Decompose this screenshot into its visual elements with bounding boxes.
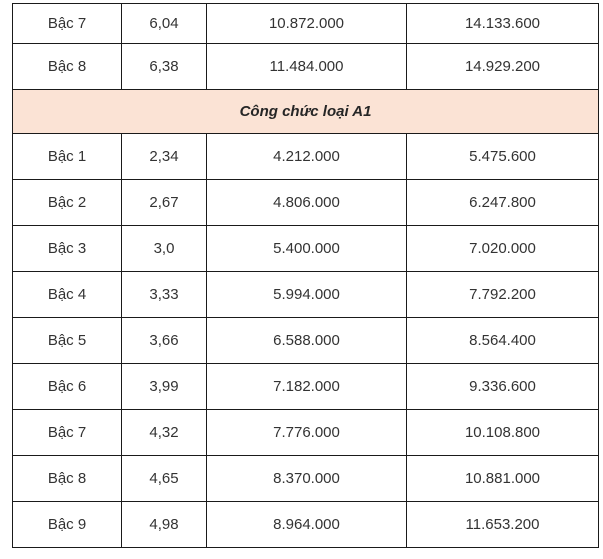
table-cell: 7.792.200 <box>407 272 599 318</box>
table-cell: 3,33 <box>122 272 207 318</box>
table-cell: 11.653.200 <box>407 502 599 548</box>
table-cell: Bậc 9 <box>13 502 122 548</box>
table-row <box>13 502 599 548</box>
table-cell: 5.475.600 <box>407 134 599 180</box>
table-cell: 5.994.000 <box>207 272 407 318</box>
table-row <box>13 134 599 180</box>
section-header: Công chức loại A1 <box>13 90 599 134</box>
table-cell: 4.212.000 <box>207 134 407 180</box>
table-cell: 10.108.800 <box>407 410 599 456</box>
table-cell: Bậc 7 <box>13 410 122 456</box>
table-cell: 3,99 <box>122 364 207 410</box>
table-row <box>13 4 599 44</box>
table-cell: 4,65 <box>122 456 207 502</box>
table-cell: 4,98 <box>122 502 207 548</box>
table-cell: Bậc 6 <box>13 364 122 410</box>
table-cell: 14.133.600 <box>407 4 599 44</box>
table-cell: 11.484.000 <box>207 44 407 90</box>
table-cell: 2,67 <box>122 180 207 226</box>
table-cell: 6.247.800 <box>407 180 599 226</box>
table-row <box>13 364 599 410</box>
table-row <box>13 456 599 502</box>
table-cell: Bậc 5 <box>13 318 122 364</box>
table-row <box>13 272 599 318</box>
table-row <box>13 318 599 364</box>
table-cell: Bậc 4 <box>13 272 122 318</box>
table-cell: 6,38 <box>122 44 207 90</box>
table-cell: 2,34 <box>122 134 207 180</box>
table-cell: 3,66 <box>122 318 207 364</box>
table-row <box>13 44 599 90</box>
table-cell: 5.400.000 <box>207 226 407 272</box>
table-cell: Bậc 2 <box>13 180 122 226</box>
table-row <box>13 410 599 456</box>
table-cell: 7.020.000 <box>407 226 599 272</box>
table-cell: 6.588.000 <box>207 318 407 364</box>
table-cell: 8.564.400 <box>407 318 599 364</box>
table-cell: 4,32 <box>122 410 207 456</box>
table-cell: Bậc 1 <box>13 134 122 180</box>
salary-table <box>12 3 599 548</box>
section-header-row <box>13 90 599 134</box>
table-cell: Bậc 7 <box>13 4 122 44</box>
table-cell: 8.964.000 <box>207 502 407 548</box>
table-cell: 9.336.600 <box>407 364 599 410</box>
salary-table-body <box>13 4 599 548</box>
table-cell: Bậc 8 <box>13 456 122 502</box>
table-cell: Bậc 8 <box>13 44 122 90</box>
table-cell: 8.370.000 <box>207 456 407 502</box>
table-cell: Bậc 3 <box>13 226 122 272</box>
table-cell: 10.872.000 <box>207 4 407 44</box>
table-cell: 4.806.000 <box>207 180 407 226</box>
table-cell: 7.776.000 <box>207 410 407 456</box>
table-cell: 10.881.000 <box>407 456 599 502</box>
table-cell: 7.182.000 <box>207 364 407 410</box>
table-cell: 6,04 <box>122 4 207 44</box>
table-row <box>13 180 599 226</box>
table-cell: 14.929.200 <box>407 44 599 90</box>
table-cell: 3,0 <box>122 226 207 272</box>
table-row <box>13 226 599 272</box>
